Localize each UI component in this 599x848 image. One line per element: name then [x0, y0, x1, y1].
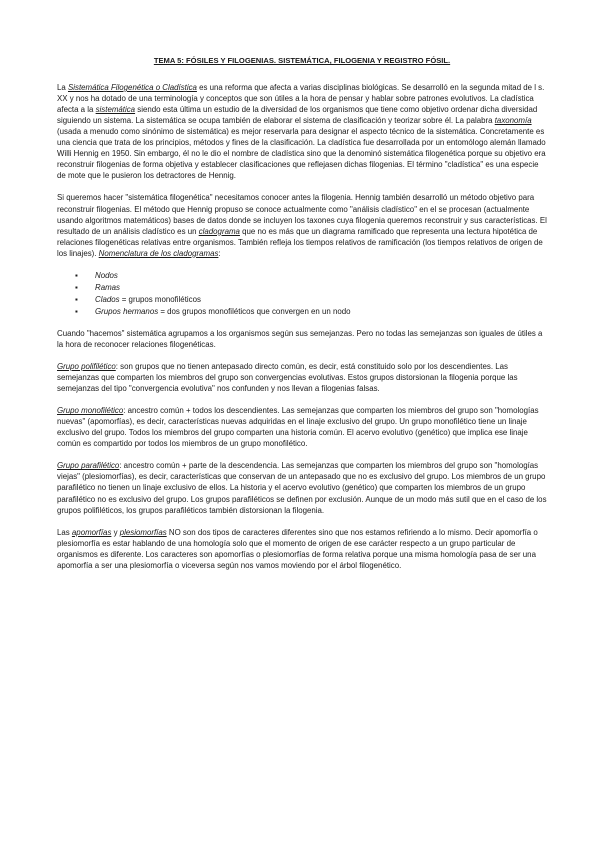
list-term: Grupos hermanos [95, 306, 159, 316]
paragraph-parafiletico [57, 460, 547, 515]
list-term: Nodos [95, 270, 118, 280]
list-text: = dos grupos monofiléticos que convergen en un nodo [158, 306, 351, 316]
paragraph-semejanzas: Cuando "hacemos" sistemática agrupamos a los organismos según sus semejanzas. Pero no todas las semejanzas son iguales de útiles a la hora de reconocer relaciones filogenéticas. [57, 328, 543, 349]
term-grupo-parafiletico: Grupo parafilético [57, 461, 120, 471]
text: : ancestro común + todos los descendientes. Las semejanzas que comparten los miembros del grupo son "homologías nuevas" (apomorfías), es decir, características nuevas adquiridas en el linaje exclusivo del grupo. Un grupo monofilético tiene un linaje exclusivo del grupo. Todos los miembros del grupo comparten una historia común. El acervo evolutivo (genético) que implica ese linaje común es compartido por todos los miembros de un grupo monofilético. [57, 406, 539, 449]
page-title: TEMA 5: FÓSILES Y FILOGENIAS. SISTEMÁTICA, FILOGENIA Y REGISTRO FÓSIL. [153, 56, 451, 65]
text: es una reforma que afecta a varias disciplinas biológicas. Se desarrolló en la segunda mitad de l s. XX y nos ha dotado de una terminología y conceptos que son útiles a la hora de pensar y hablar sobre patrones evolutivos. La cladística afecta a la [57, 83, 545, 115]
term-grupo-monofiletico: Grupo monofilético [57, 406, 124, 416]
text: Las [57, 527, 72, 537]
list-item [95, 294, 547, 305]
text: : son grupos que no tienen antepasado directo común, es decir, está constituido solo por los descendientes. Las semejanzas que comparten los miembros del grupo son convergencias evolutivas. Estos grupos distorsionan la filogenia porque las semejanzas del tipo "convergencia evolutiva" nos confunden y nos llevan a filogenias falsas. [57, 362, 518, 394]
term-plesiomorfias: plesiomorfías [119, 527, 167, 537]
text: siendo esta última un estudio de la diversidad de los organismos que tiene como objetivo ordenar dicha diversidad siguiendo un sistema. La sistemática se ocupa también de elaborar el sistema de clasificación y teorizar sobre él. La palabra [57, 105, 538, 126]
term-grupo-polifiletico: Grupo polifilético [57, 362, 116, 372]
list-term: Clados [95, 294, 120, 304]
term-sistematica-filogenetica: Sistemática Filogenética o Cladística [67, 83, 197, 93]
text: : ancestro común + parte de la descendencia. Las semejanzas que comparten los miembros del grupo son "homologías viejas" (plesiomorfías), es decir, características que conservan de un antepasado que no es exclusivo del grupo. Los miembros de un grupo parafilético no tienen un linaje exclusivo de ellos. La historia y el acervo evolutivo (genético) que comparten los miembros de un grupo parafilético no es exclusivo del grupo. Los grupos parafiléticos se definen por exclusión. Aunque de un modo más sutil que en el caso de los grupos polifiléticos, los grupos parafiléticos también distorsionan la filogenia. [57, 461, 547, 515]
text: (usada a menudo como sinónimo de sistemática) es mejor reservarla para designar el aspecto técnico de la sistemática. Concretamente es una ciencia que trata de los principios, métodos y fines de la clasificación. La cladística fue desarrollada por un entomólogo alemán llamado Willi Hennig en 1950. Sin embargo, él no le dio el nombre de cladística sino que la denominó sistemática filogenética porque su objetivo era reconstruir filogenias de forma objetiva y establecer clasificaciones que reflejasen dichas filogenias. El término "cladística" es una especie de mote que le pusieron los detractores de Hennig. [57, 127, 546, 181]
text: NO son dos tipos de caracteres diferentes sino que nos estamos refiriendo a lo mismo. Decir apomorfía o plesiomorfía es estar hablando de una homología solo que el momento de origen de ese carácter respecto a un grupo particular de organismos es diferente. Los caracteres son apomorfías o plesiomorfías de forma relativa porque una misma homología pasa de ser una apomorfía a ser una plesiomorfía o viceversa según nos vamos moviendo por el árbol filogenético. [57, 527, 538, 570]
text: Si queremos hacer "sistemática filogenética" necesitamos conocer antes la filogenia. Hennig también desarrolló un método objetivo para reconstruir filogenias. El método que Hennig propuso se conoce actualmente como "análisis cladístico" en el se procesan (actualmente usando algoritmos matemáticos) bases de datos donde se incluyen los taxones cuya filogenia queremos reconstruir y sus características. El resultado de un análisis cladístico es un [57, 193, 547, 236]
term-apomorfias: apomorfías [71, 527, 112, 537]
text: y [111, 527, 120, 537]
paragraph-filogenia [57, 192, 547, 258]
list-item [95, 270, 547, 281]
term-sistematica: sistemática [95, 105, 136, 115]
nomenclature-list [57, 270, 547, 317]
term-nomenclatura: Nomenclatura de los cladogramas [98, 248, 219, 258]
list-item [95, 306, 547, 317]
paragraph-polifiletico [57, 361, 547, 394]
list-text: = grupos monofiléticos [119, 294, 201, 304]
list-term: Ramas [95, 282, 120, 292]
text: que no es más que un diagrama ramificado que representa una lectura hipotética de relaciones filogenéticas relativas entre organismos. También refleja los tiempos relativos de ramificación (los tiempos relativos de origen de los linajes). [57, 226, 543, 258]
paragraph-apomorfias [57, 527, 547, 571]
text: La [57, 83, 68, 93]
text: : [218, 248, 221, 258]
paragraph-sistematica [57, 82, 547, 181]
paragraph-monofiletico [57, 405, 547, 449]
term-cladograma: cladograma [198, 226, 240, 236]
term-taxonomia: taxonomía [494, 116, 532, 126]
list-item [95, 282, 547, 293]
